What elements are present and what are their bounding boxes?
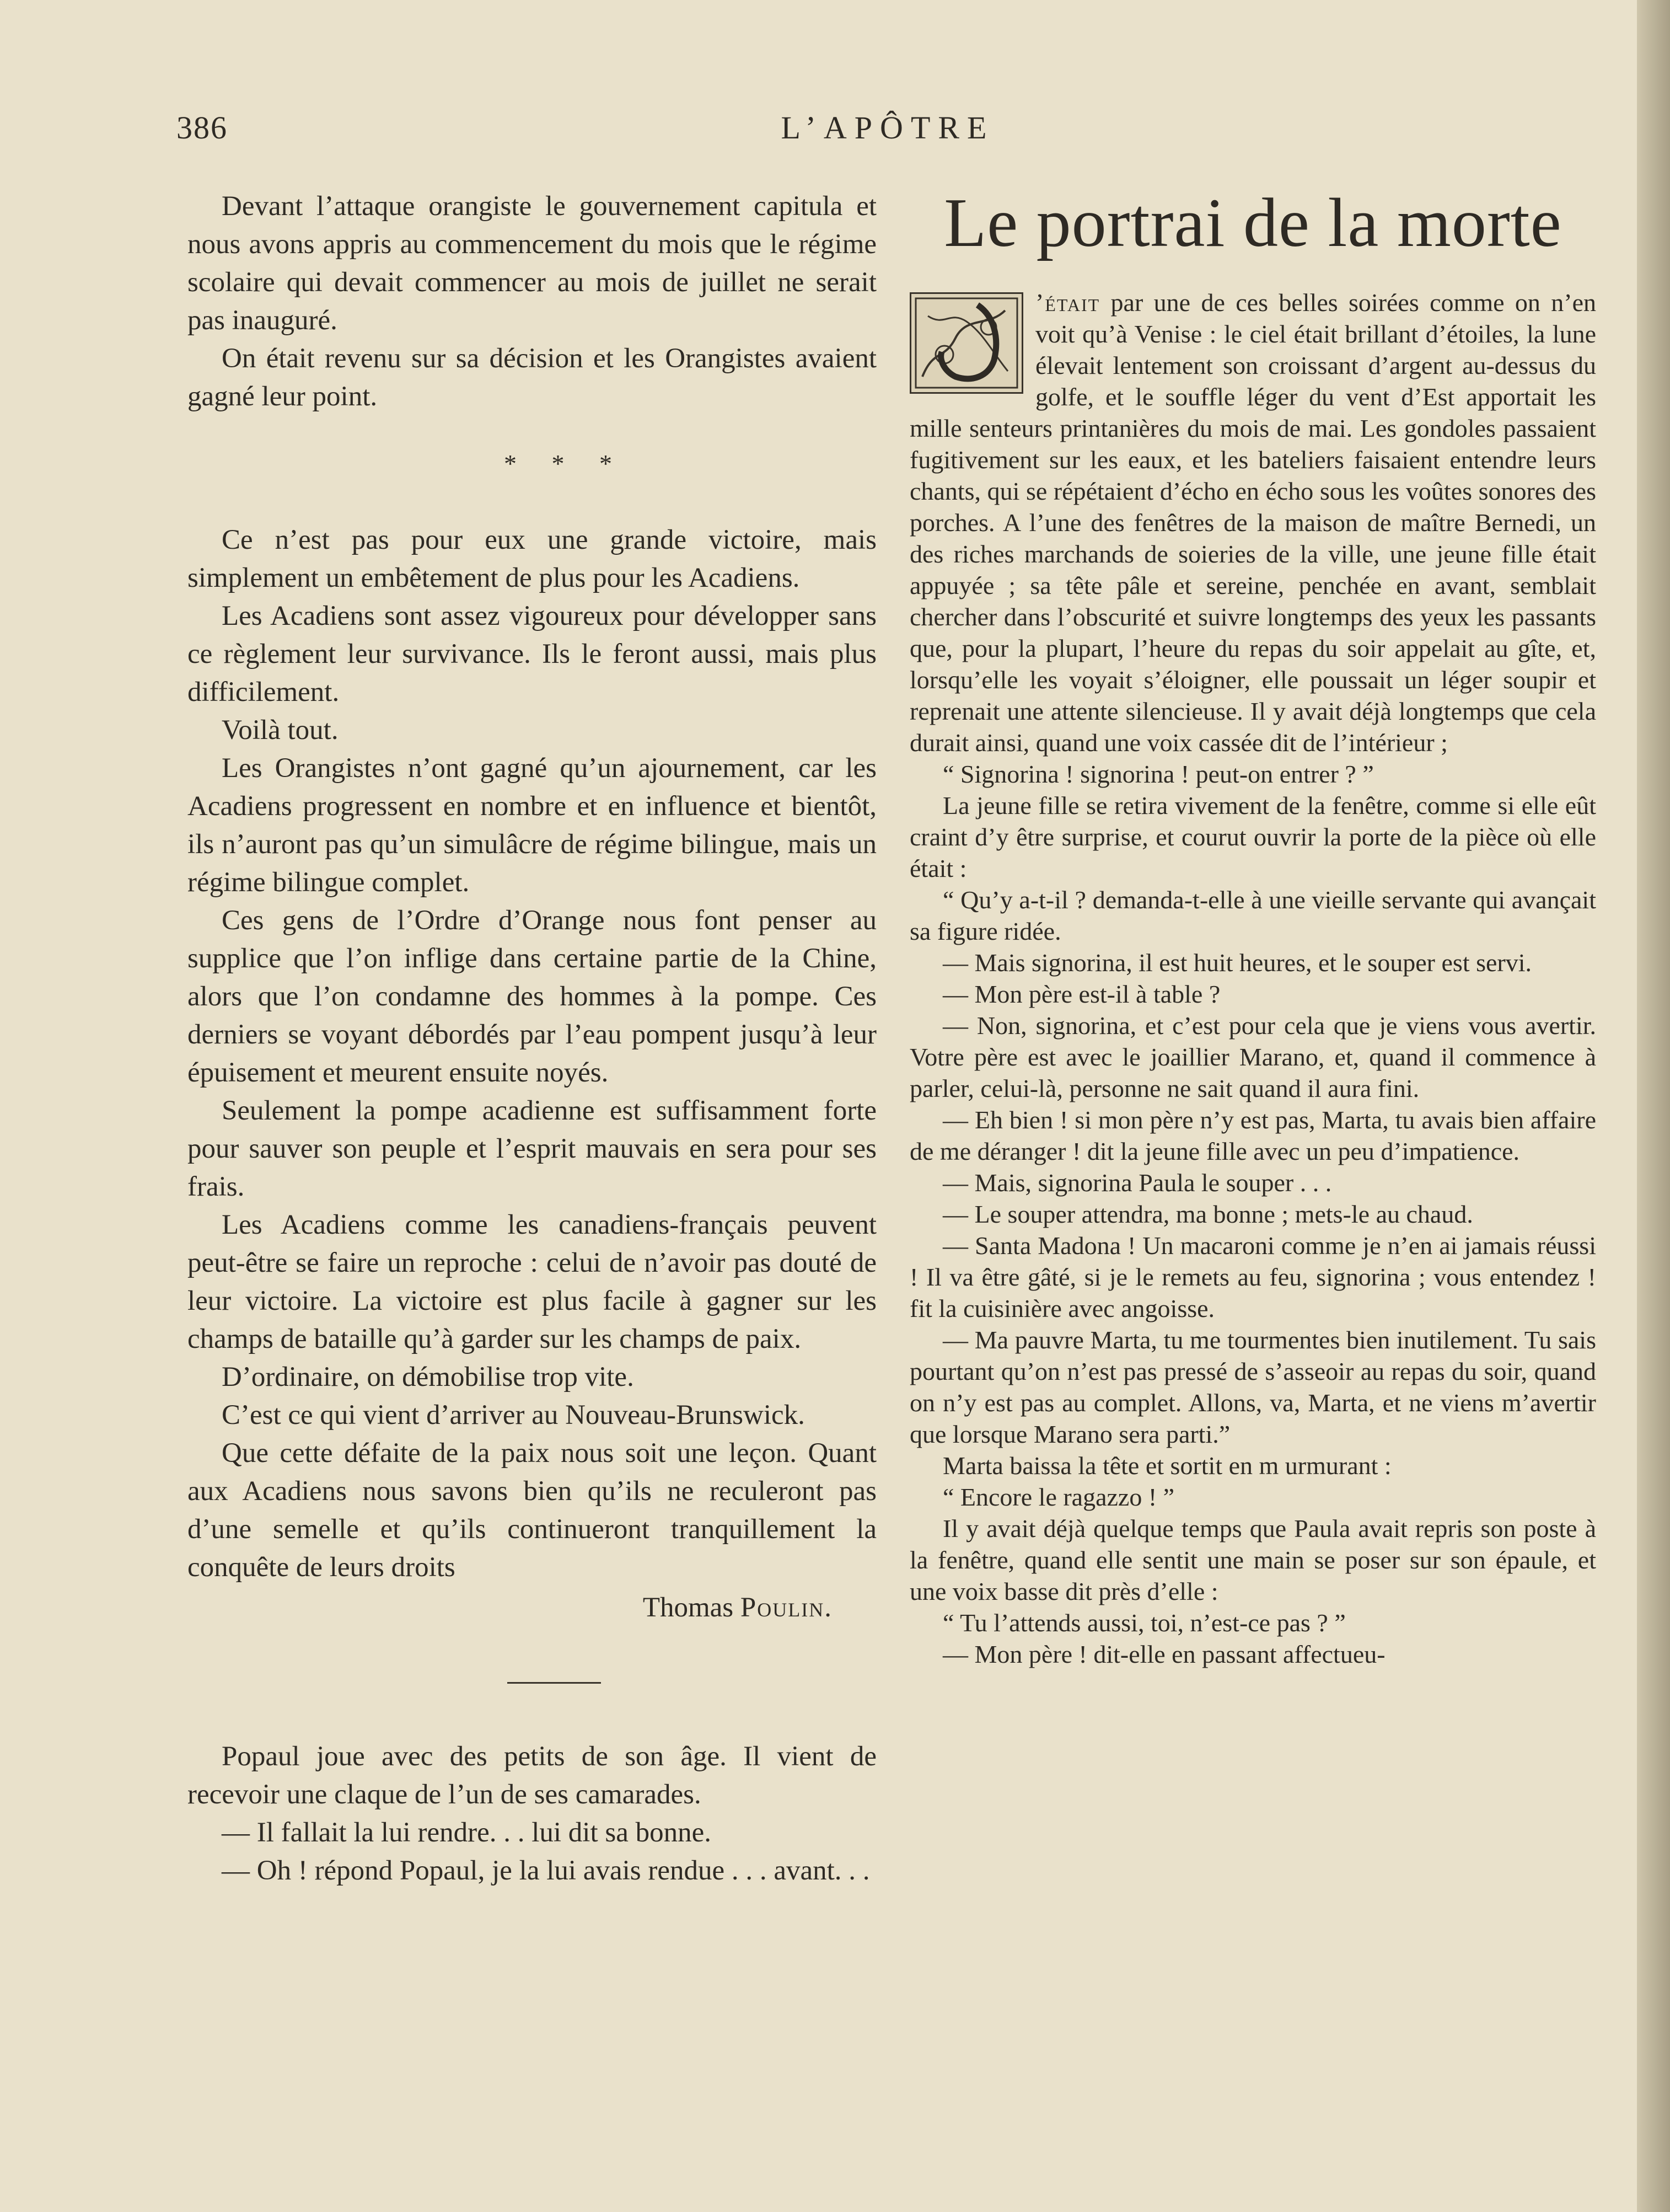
paragraph: Que cette défaite de la paix nous soit une leçon. Quant aux Acadiens nous savons bien qu’ils ne reculeront pas d’une semelle et qu’ils continueront tranquillement la conquête de leurs droits	[187, 1438, 877, 1583]
paragraph: — Le souper attendra, ma bonne ; mets-le au chaud.	[943, 1200, 1473, 1228]
opening-word: ’était	[1035, 288, 1100, 317]
paragraph: — Mais, signorina Paula le souper . . .	[943, 1169, 1332, 1197]
paragraph: “ Signorina ! signorina ! peut-on entrer ? ”	[943, 760, 1374, 788]
section-separator-stars: * * *	[504, 449, 626, 478]
right-column	[910, 182, 1596, 1670]
paragraph: — Non, signorina, et c’est pour cela que je viens vous avertir. Votre père est avec le joaillier Marano, et, quand il commence à parler, celui-là, personne ne sait quand il aura fini.	[910, 1011, 1596, 1102]
paragraph: Voilà tout.	[222, 715, 339, 746]
opening-paragraph-text: par une de ces belles soirées comme on n’en voit qu’à Venise : le ciel était brillant d’étoiles, la lune élevait lentement son croissant d’argent au-dessus du golfe, et le souffle léger du vent d’Est apportait les mille senteurs printanières du mois de mai. Les gondoles passaient fugitivement sur les eaux, et les bateliers faisaient entendre leurs chants, qui se répétaient d’écho en écho sous les voûtes sonores des porches. A l’une des fenêtres de la maison de maître Bernedi, un des riches marchands de soieries de la ville, une jeune fille était appuyée ; sa tête pâle et sereine, penchée en avant, semblait chercher dans l’obscurité et suivre longtemps des yeux les passants que, pour la plupart, l’heure du repas du soir appelait au gîte, et, lorsqu’elle les voyait s’éloigner, elle poussait un léger soupir et reprenait une attente silencieuse. Il y avait déjà longtemps que cela durait ainsi, quand une voix cassée dit de l’intérieur ;	[910, 288, 1596, 757]
paragraph: — Il fallait la lui rendre. . . lui dit sa bonne.	[222, 1817, 712, 1848]
article-title: Le portrai de la morte	[944, 185, 1562, 261]
paragraph: Seulement la pompe acadienne est suffisamment forte pour sauver son peuple et l’esprit mauvais en sera pour ses frais.	[187, 1095, 877, 1202]
paragraph: Les Acadiens comme les canadiens-français peuvent peut-être se faire un reproche : celui de n’avoir pas douté de leur victoire. La victoire est plus facile à gagner sur les champs de bataille qu’à garder sur les champs de paix.	[187, 1209, 877, 1354]
paragraph: Il y avait déjà quelque temps que Paula avait repris son poste à la fenêtre, quand elle sentit une main se poser sur son épaule, et une voix basse dit près d’elle :	[910, 1514, 1596, 1605]
ornamental-dropcap-icon	[910, 292, 1023, 394]
paragraph: Les Orangistes n’ont gagné qu’un ajournement, car les Acadiens progressent en nombre et en influence et bientôt, ils n’auront pas qu’un simulâcre de régime bilingue, mais un régime bilingue complet.	[187, 753, 877, 898]
author-first-name: Thomas	[642, 1592, 740, 1623]
paragraph: Les Acadiens sont assez vigoureux pour développer sans ce règlement leur survivance. Ils le feront aussi, mais plus difficilement.	[187, 601, 877, 708]
section-divider	[507, 1682, 601, 1684]
running-title: L’APÔTRE	[781, 110, 995, 146]
paragraph: “ Encore le ragazzo ! ”	[943, 1483, 1175, 1511]
page-edge	[1637, 0, 1670, 2212]
paragraph: — Ma pauvre Marta, tu me tourmentes bien inutilement. Tu sais pourtant qu’on n’est pas pressé de s’asseoir au repas du soir, quand on n’y est pas au complet. Allons, va, Marta, et ne viens m’avertir que lorsque Marano sera parti.”	[910, 1326, 1596, 1448]
paragraph: “ Qu’y a-t-il ? demanda-t-elle à une vieille servante qui avançait sa figure ridée.	[910, 886, 1596, 945]
page-header	[176, 109, 1599, 159]
paragraph: — Oh ! répond Popaul, je la lui avais rendue . . . avant. . .	[222, 1855, 870, 1886]
paragraph: Ce n’est pas pour eux une grande victoire, mais simplement un embêtement de plus pour les Acadiens.	[187, 524, 877, 593]
paragraph: La jeune fille se retira vivement de la fenêtre, comme si elle eût craint d’y être surprise, et courut ouvrir la porte de la pièce où elle était :	[910, 791, 1596, 882]
paragraph: C’est ce qui vient d’arriver au Nouveau-Brunswick.	[222, 1400, 805, 1431]
author-last-name: Poulin.	[740, 1592, 833, 1623]
opening-paragraph	[910, 287, 1596, 758]
page-number: 386	[176, 110, 228, 146]
paragraph: Ces gens de l’Ordre d’Orange nous font penser au supplice que l’on inflige dans certaine partie de la Chine, alors que l’on condamne des hommes à la pompe. Ces derniers se voyant débordés par l’eau pompent jusqu’à leur épuisement et meurent ensuite noyés.	[187, 905, 877, 1088]
paragraph: Popaul joue avec des petits de son âge. Il vient de recevoir une claque de l’un de ses camarades.	[187, 1741, 877, 1810]
left-column	[187, 188, 877, 1890]
paragraph: Devant l’attaque orangiste le gouvernement capitula et nous avons appris au commencement du mois que le régime scolaire qui devait commencer au mois de juillet ne serait pas inauguré.	[187, 191, 877, 336]
paragraph: — Eh bien ! si mon père n’y est pas, Marta, tu avais bien affaire de me déranger ! dit la jeune fille avec un peu d’impatience.	[910, 1106, 1596, 1165]
paragraph: — Mon père ! dit-elle en passant affectueu-	[943, 1640, 1386, 1668]
paragraph: Marta baissa la tête et sortit en m urmurant :	[943, 1452, 1392, 1480]
paragraph: “ Tu l’attends aussi, toi, n’est-ce pas ? ”	[943, 1609, 1346, 1637]
paragraph: D’ordinaire, on démobilise trop vite.	[222, 1362, 634, 1392]
paragraph: — Mon père est-il à table ?	[943, 980, 1221, 1008]
paragraph: — Santa Madona ! Un macaroni comme je n’en ai jamais réussi ! Il va être gâté, si je le remets au feu, signorina ; vous entendez ! fit la cuisinière avec angoisse.	[910, 1231, 1596, 1322]
author-signature	[187, 1589, 877, 1627]
paragraph: On était revenu sur sa décision et les Orangistes avaient gagné leur point.	[187, 343, 877, 412]
paragraph: — Mais signorina, il est huit heures, et le souper est servi.	[943, 949, 1532, 977]
